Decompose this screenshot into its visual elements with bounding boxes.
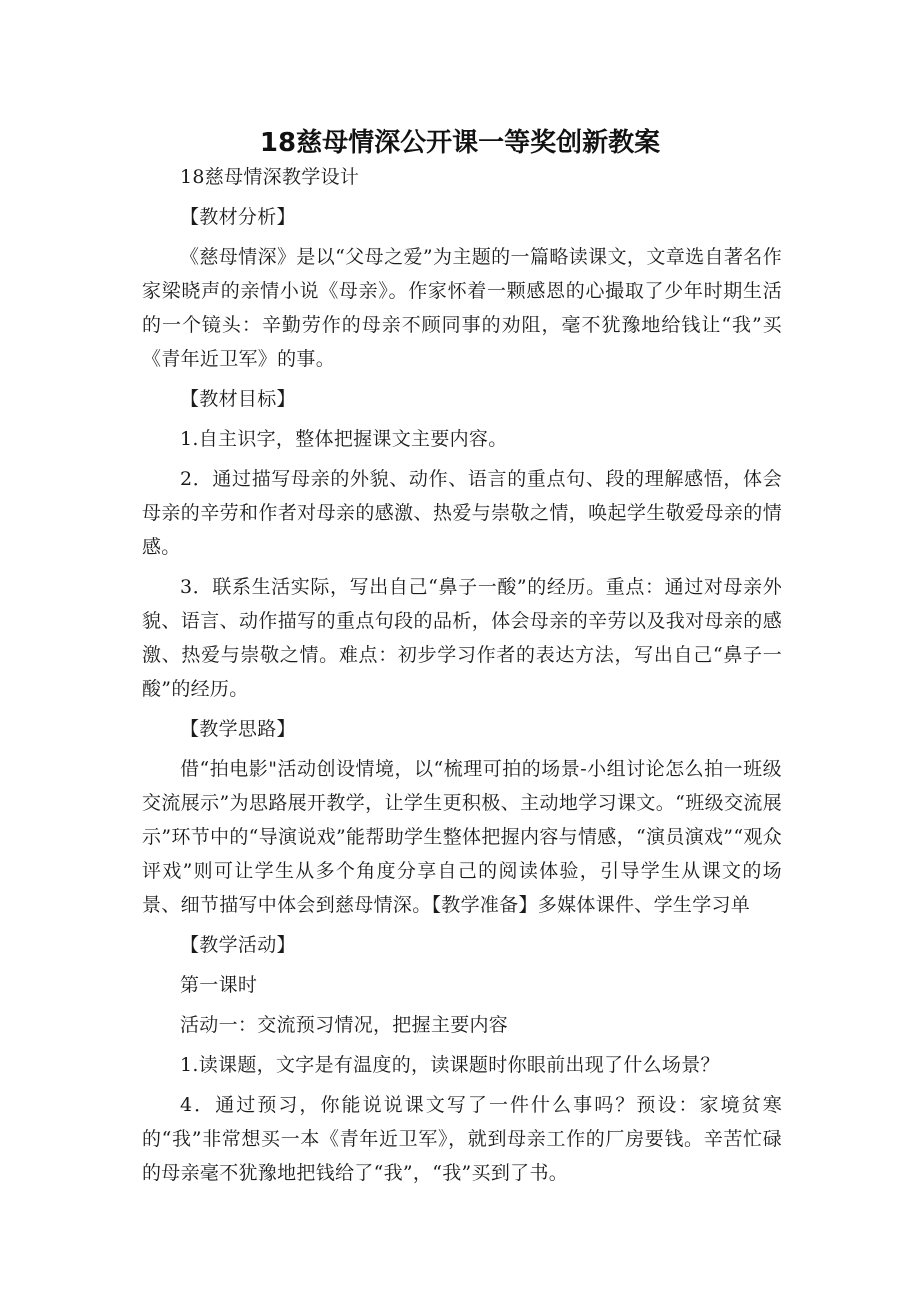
activity-item: 1.读课题，文字是有温度的，读课题时你眼前出现了什么场景？ bbox=[180, 1054, 720, 1076]
section-heading-material-goals: 【教材目标】 bbox=[180, 388, 296, 410]
goal-item: 1.自主识字，整体把握课文主要内容。 bbox=[180, 428, 508, 450]
activity-heading: 活动一：交流预习情况，把握主要内容 bbox=[180, 1014, 509, 1036]
body-paragraph: 借“拍电影"活动创设情境，以“梳理可拍的场景-小组讨论怎么拍一班级交流展示”为思路展开教学，让学生更积极、主动地学习课文。“班级交流展示”环节中的“导演说戏”能帮助学生整体把握内容与情感，“演员演戏”“观众评戏”则可让学生从多个角度分享自己的阅读体验，引导学生从课文的场景、细节描写中体会到慈母情深。【教学准备】多媒体课件、学生学习单 bbox=[142, 758, 782, 916]
goal-item: 2．通过描写母亲的外貌、动作、语言的重点句、段的理解感悟，体会母亲的辛劳和作者对母亲的感激、热爱与崇敬之情，唤起学生敬爱母亲的情感。 bbox=[142, 468, 782, 558]
section-heading-teaching-activities: 【教学活动】 bbox=[180, 934, 296, 956]
body-paragraph: 《慈母情深》是以“父母之爱”为主题的一篇略读课文，文章选自著名作家梁晓声的亲情小说《母亲》。作家怀着一颗感恩的心撮取了少年时期生活的一个镜头：辛勤劳作的母亲不顾同事的劝阻，毫不犹豫地给钱让“我”买《青年近卫军》的事。 bbox=[142, 246, 782, 370]
goal-item: 3．联系生活实际，写出自己“鼻子一酸”的经历。重点：通过对母亲外貌、语言、动作描写的重点句段的品析，体会母亲的辛劳以及我对母亲的感激、热爱与崇敬之情。难点：初步学习作者的表达方法，写出自己“鼻子一酸”的经历。 bbox=[142, 576, 782, 700]
activity-item: 4．通过预习，你能说说课文写了一件什么事吗？预设：家境贫寒的“我”非常想买一本《青年近卫军》，就到母亲工作的厂房要钱。辛苦忙碌的母亲毫不犹豫地把钱给了“我”，“我”买到了书。 bbox=[142, 1094, 782, 1184]
document-title: 18慈母情深公开课一等奖创新教案 bbox=[259, 128, 661, 158]
section-heading-teaching-approach: 【教学思路】 bbox=[180, 718, 296, 740]
document-body bbox=[142, 160, 782, 1196]
subtitle-paragraph: 18慈母情深教学设计 bbox=[180, 166, 360, 188]
lesson-label: 第一课时 bbox=[180, 974, 258, 996]
section-heading-material-analysis: 【教材分析】 bbox=[180, 206, 296, 228]
